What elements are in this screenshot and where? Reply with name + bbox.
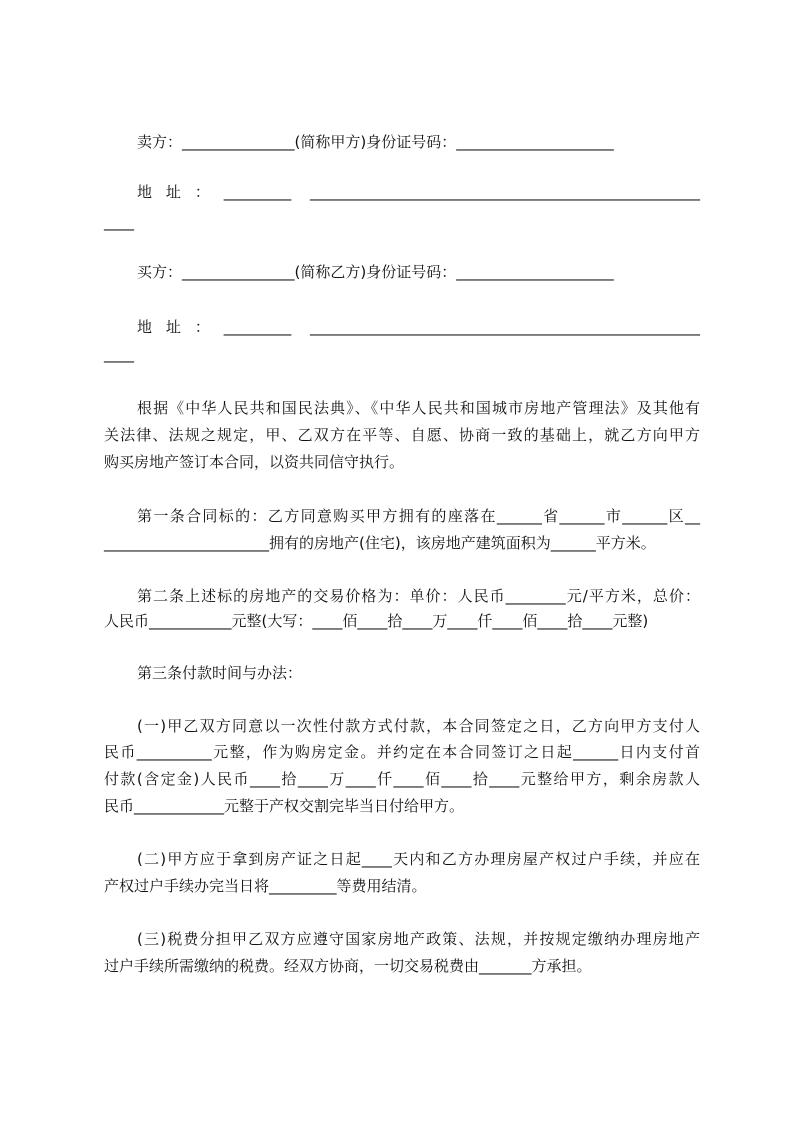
buyer-address-cont: ____ <box>104 345 134 363</box>
article3-item2-line: (二)甲方应于拿到房产证之日起____天内和乙方办理房屋产权过户手续，并应在 <box>137 850 700 868</box>
seller-line: 卖方：_______________(简称甲方)身份证号码：_____________________ <box>137 133 614 151</box>
article1-line: 第一条合同标的：乙方同意购买甲方拥有的座落在______省______市______区__ <box>137 507 700 525</box>
buyer-address: 地址：_________ ____________________________________________________ <box>137 318 700 336</box>
preamble-line: 关法律、法规之规定，甲、乙双方在平等、自愿、协商一致的基础上，就乙方向甲方 <box>104 426 700 444</box>
preamble-line: 根据《中华人民共和国民法典》、《中华人民共和国城市房地产管理法》及其他有 <box>137 399 700 417</box>
article3-item1-line: 民币____________元整于产权交割完毕当日付给甲方。 <box>104 797 465 815</box>
article3-item3-line: (三)税费分担甲乙双方应遵守国家房地产政策、法规，并按规定缴纳办理房地产 <box>137 930 700 948</box>
article3-title: 第三条付款时间与办法： <box>137 664 303 682</box>
article3-item1-line: 民币__________元整，作为购房定金。并约定在本合同签订之日起______日内支付首 <box>104 743 700 761</box>
article3-item1-line: 付款(含定金)人民币____拾____万____仟____佰____拾____元整给甲方，剩余房款人 <box>104 770 700 788</box>
seller-address-cont: ____ <box>104 213 134 231</box>
buyer-line: 买方：_______________(简称乙方)身份证号码：_____________________ <box>137 263 614 281</box>
article3-item3-line: 过户手续所需缴纳的税费。经双方协商，一切交易税费由_______方承担。 <box>104 957 592 975</box>
article2-line: 第二条上述标的房地产的交易价格为：单价：人民币________元/平方米，总价： <box>137 587 700 605</box>
article3-item2-line: 产权过户手续办完当日将_________等费用结清。 <box>104 877 427 895</box>
article1-line: ______________________拥有的房地产(住宅)，该房地产建筑面积为______平方米。 <box>104 534 656 552</box>
article3-item1-line: (一)甲乙双方同意以一次性付款方式付款，本合同签定之日，乙方向甲方支付人 <box>137 717 700 735</box>
preamble-line: 购买房地产签订本合同，以资共同信守执行。 <box>104 453 405 471</box>
seller-address: 地址：_________ ____________________________________________________ <box>137 183 700 201</box>
article2-line: 人民币___________元整(大写：____佰____拾____万____仟____佰____拾____元整) <box>104 612 649 630</box>
